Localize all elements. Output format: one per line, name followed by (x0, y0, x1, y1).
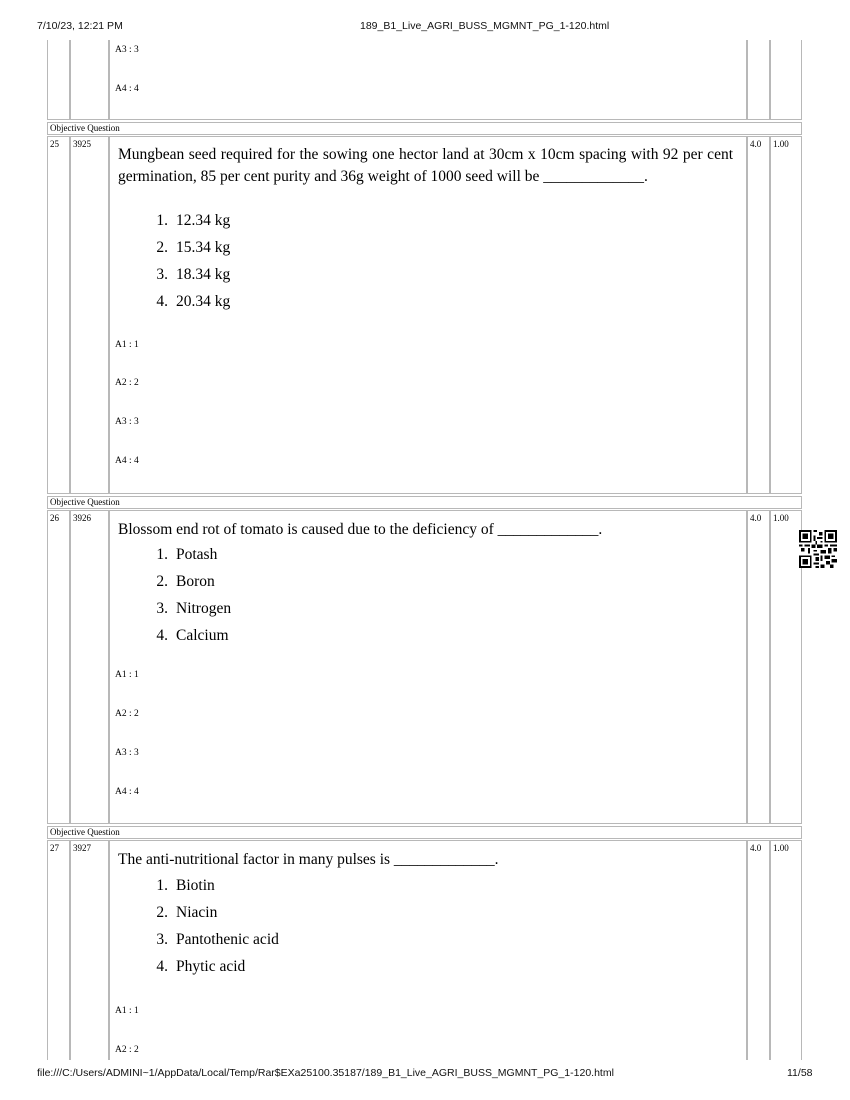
answer-id: A2 : 2 (115, 709, 139, 719)
negative-marks-value: 1.00 (773, 843, 789, 853)
marks-value: 4.0 (750, 513, 762, 523)
option-4: 4. Phytic acid (156, 958, 246, 975)
question-text: Mungbean seed required for the sowing one hector land at 30cm x 10cm spacing with 92 per cent germination, 85 per cent purity and 36g weight of 1000 seed will be _____________. (118, 146, 733, 185)
marks-cell (747, 510, 770, 824)
negative-marks-value: 1.00 (773, 139, 789, 149)
answer-id: A3 : 3 (115, 45, 139, 55)
option-4: 4. 20.34 kg (156, 293, 231, 310)
negative-marks-cell (770, 136, 802, 494)
option-3: 3. Pantothenic acid (156, 931, 279, 948)
option-3: 3. Nitrogen (156, 600, 232, 617)
question-text: The anti-nutritional factor in many pulses is _____________. (118, 851, 499, 868)
negative-marks-value: 1.00 (773, 513, 789, 523)
answer-id: A3 : 3 (115, 417, 139, 427)
question-id: 3926 (73, 513, 91, 523)
option-2: 2. Niacin (156, 904, 218, 921)
question-cell (109, 40, 747, 120)
section-label: Objective Question (47, 826, 802, 839)
marks-cell (747, 40, 770, 120)
sno-cell (47, 136, 70, 494)
negative-marks-cell (770, 510, 802, 824)
marks-cell (747, 840, 770, 1060)
serial-number: 27 (50, 843, 59, 853)
negative-marks-cell (770, 40, 802, 120)
question-cell (109, 136, 747, 494)
sno-cell (47, 840, 70, 1060)
option-2: 2. Boron (156, 573, 215, 590)
question-id: 3925 (73, 139, 91, 149)
marks-value: 4.0 (750, 139, 762, 149)
qid-cell (70, 136, 109, 494)
sno-cell (47, 510, 70, 824)
option-1: 1. 12.34 kg (156, 212, 231, 229)
answer-id: A4 : 4 (115, 84, 139, 94)
answer-id: A1 : 1 (115, 670, 139, 680)
question-text: Blossom end rot of tomato is caused due to the deficiency of _____________. (118, 521, 603, 538)
answer-id: A2 : 2 (115, 378, 139, 388)
print-title: 189_B1_Live_AGRI_BUSS_MGMNT_PG_1-120.html (360, 20, 610, 32)
negative-marks-cell (770, 840, 802, 1060)
question-cell (109, 840, 747, 1060)
option-2: 2. 15.34 kg (156, 239, 231, 256)
answer-id: A4 : 4 (115, 787, 139, 797)
qid-cell (70, 510, 109, 824)
sno-cell (47, 40, 70, 120)
serial-number: 25 (50, 139, 59, 149)
qid-cell (70, 840, 109, 1060)
question-id: 3927 (73, 843, 91, 853)
qid-cell (70, 40, 109, 120)
qr-code-icon (799, 530, 837, 568)
marks-cell (747, 136, 770, 494)
section-label: Objective Question (47, 496, 802, 509)
answer-id: A1 : 1 (115, 340, 139, 350)
option-4: 4. Calcium (156, 627, 229, 644)
answer-id: A4 : 4 (115, 456, 139, 466)
marks-value: 4.0 (750, 843, 762, 853)
page-number: 11/58 (787, 1067, 813, 1079)
section-label: Objective Question (47, 122, 802, 135)
option-1: 1. Biotin (156, 877, 215, 894)
serial-number: 26 (50, 513, 59, 523)
file-path: file:///C:/Users/ADMINI~1/AppData/Local/Temp/Rar$EXa25100.35187/189_B1_Live_AGRI_BUSS_MGMNT_PG_1-120.html (37, 1067, 614, 1079)
print-datetime: 7/10/23, 12:21 PM (37, 20, 123, 32)
option-1: 1. Potash (156, 546, 218, 563)
option-3: 3. 18.34 kg (156, 266, 231, 283)
answer-id: A3 : 3 (115, 748, 139, 758)
answer-id: A1 : 1 (115, 1006, 139, 1016)
answer-id: A2 : 2 (115, 1045, 139, 1055)
